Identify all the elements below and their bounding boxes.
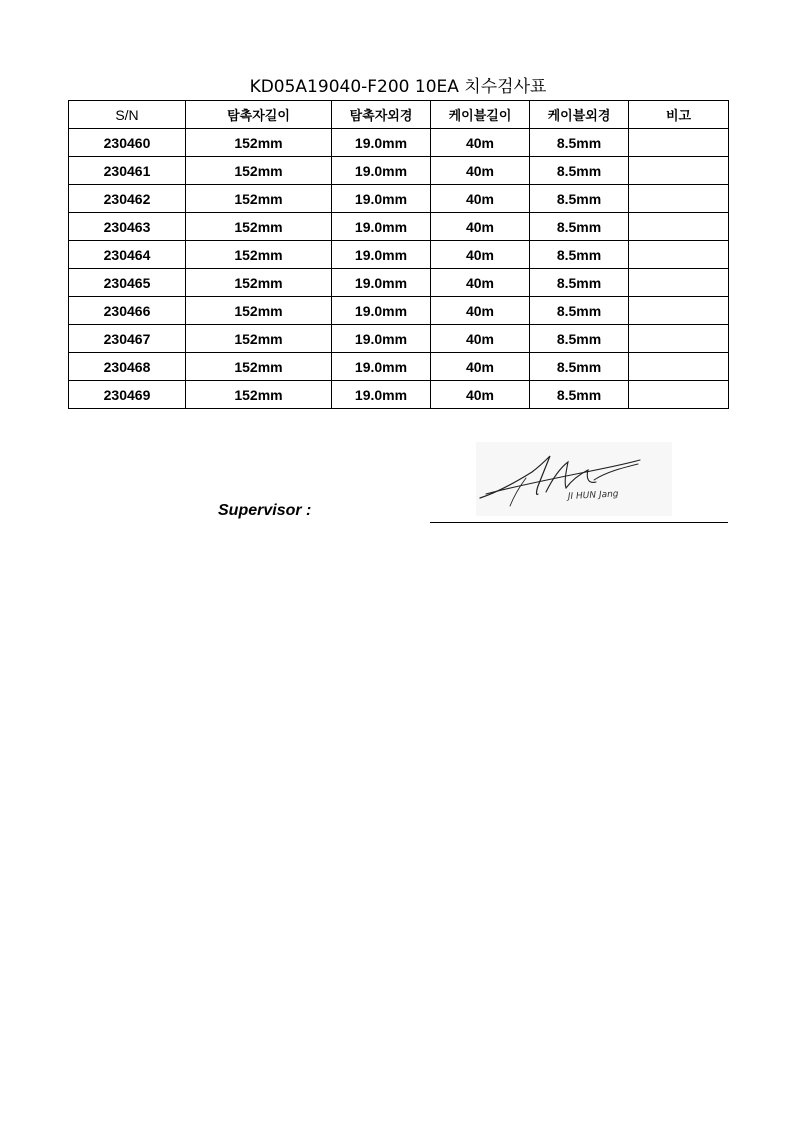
cell-cable-diameter: 8.5mm xyxy=(530,325,629,353)
cell-cable-diameter: 8.5mm xyxy=(530,185,629,213)
cell-cable-length: 40m xyxy=(431,213,530,241)
cell-serial-number: 230462 xyxy=(69,185,186,213)
cell-remarks xyxy=(629,185,729,213)
cell-cable-length: 40m xyxy=(431,157,530,185)
table-row xyxy=(69,381,729,409)
handwritten-signature xyxy=(476,442,672,516)
header-cable-length: 케이블길이 xyxy=(431,101,530,129)
cell-remarks xyxy=(629,129,729,157)
cell-probe-length: 152mm xyxy=(186,241,332,269)
cell-probe-length: 152mm xyxy=(186,353,332,381)
header-probe-length: 탐촉자길이 xyxy=(186,101,332,129)
cell-probe-length: 152mm xyxy=(186,325,332,353)
cell-probe-length: 152mm xyxy=(186,269,332,297)
cell-remarks xyxy=(629,325,729,353)
cell-serial-number: 230464 xyxy=(69,241,186,269)
cell-serial-number: 230461 xyxy=(69,157,186,185)
cell-remarks xyxy=(629,157,729,185)
cell-probe-diameter: 19.0mm xyxy=(332,213,431,241)
cell-cable-length: 40m xyxy=(431,129,530,157)
cell-cable-diameter: 8.5mm xyxy=(530,297,629,325)
cell-cable-length: 40m xyxy=(431,353,530,381)
cell-serial-number: 230463 xyxy=(69,213,186,241)
cell-cable-diameter: 8.5mm xyxy=(530,269,629,297)
table-header-row xyxy=(69,101,729,129)
cell-cable-diameter: 8.5mm xyxy=(530,241,629,269)
cell-cable-diameter: 8.5mm xyxy=(530,129,629,157)
signature-line xyxy=(430,522,728,523)
cell-cable-length: 40m xyxy=(431,297,530,325)
cell-probe-length: 152mm xyxy=(186,129,332,157)
cell-remarks xyxy=(629,241,729,269)
table-row xyxy=(69,241,729,269)
cell-remarks xyxy=(629,297,729,325)
cell-serial-number: 230469 xyxy=(69,381,186,409)
cell-probe-diameter: 19.0mm xyxy=(332,241,431,269)
table-row xyxy=(69,353,729,381)
cell-probe-length: 152mm xyxy=(186,381,332,409)
inspection-table xyxy=(68,100,729,409)
cell-probe-diameter: 19.0mm xyxy=(332,325,431,353)
cell-cable-diameter: 8.5mm xyxy=(530,213,629,241)
cell-cable-length: 40m xyxy=(431,325,530,353)
cell-remarks xyxy=(629,353,729,381)
cell-probe-diameter: 19.0mm xyxy=(332,381,431,409)
cell-probe-diameter: 19.0mm xyxy=(332,353,431,381)
cell-serial-number: 230465 xyxy=(69,269,186,297)
cell-cable-diameter: 8.5mm xyxy=(530,157,629,185)
cell-probe-length: 152mm xyxy=(186,213,332,241)
table-row xyxy=(69,213,729,241)
table-row xyxy=(69,297,729,325)
cell-serial-number: 230468 xyxy=(69,353,186,381)
document-title: KD05A19040-F200 10EA 치수검사표 xyxy=(249,77,547,97)
cell-cable-diameter: 8.5mm xyxy=(530,353,629,381)
signature-image xyxy=(476,442,672,516)
cell-cable-diameter: 8.5mm xyxy=(530,381,629,409)
cell-probe-diameter: 19.0mm xyxy=(332,157,431,185)
cell-probe-diameter: 19.0mm xyxy=(332,269,431,297)
cell-serial-number: 230466 xyxy=(69,297,186,325)
cell-cable-length: 40m xyxy=(431,381,530,409)
supervisor-label: Supervisor : xyxy=(218,502,312,519)
header-remarks: 비고 xyxy=(629,101,729,129)
table-row xyxy=(69,269,729,297)
cell-serial-number: 230460 xyxy=(69,129,186,157)
cell-probe-length: 152mm xyxy=(186,185,332,213)
cell-probe-length: 152mm xyxy=(186,297,332,325)
cell-cable-length: 40m xyxy=(431,241,530,269)
table-row xyxy=(69,185,729,213)
cell-cable-length: 40m xyxy=(431,269,530,297)
header-probe-diameter: 탐촉자외경 xyxy=(332,101,431,129)
cell-probe-diameter: 19.0mm xyxy=(332,185,431,213)
cell-cable-length: 40m xyxy=(431,185,530,213)
table-row xyxy=(69,129,729,157)
cell-remarks xyxy=(629,269,729,297)
cell-remarks xyxy=(629,213,729,241)
cell-probe-diameter: 19.0mm xyxy=(332,129,431,157)
header-serial-number: S/N xyxy=(69,101,186,129)
cell-probe-diameter: 19.0mm xyxy=(332,297,431,325)
table-row xyxy=(69,325,729,353)
table-row xyxy=(69,157,729,185)
cell-remarks xyxy=(629,381,729,409)
cell-serial-number: 230467 xyxy=(69,325,186,353)
svg-text:JI HUN Jang: JI HUN Jang xyxy=(567,489,619,502)
cell-probe-length: 152mm xyxy=(186,157,332,185)
header-cable-diameter: 케이블외경 xyxy=(530,101,629,129)
